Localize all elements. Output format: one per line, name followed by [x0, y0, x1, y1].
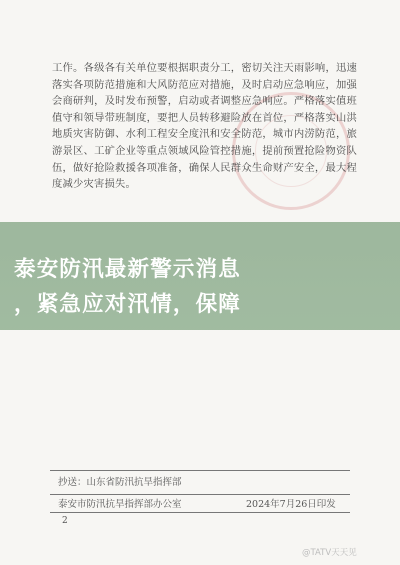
source-watermark: @TATV天天见	[302, 548, 357, 558]
page-number: 2	[62, 516, 68, 526]
headline-line-2: ，紧急应对汛情，保障	[14, 292, 242, 317]
cc-line: 抄送：山东省防汛抗旱指挥部	[58, 477, 182, 488]
document-body-text: 工作。各级各有关单位要根据职责分工，密切关注天雨影响，迅速落实各项防范措施和大风防范应对措施，及时启动应急响应，加强会商研判，及时发布预警，启动或者调整应急响应。严格落实值班值守和领导带班制度，要把人员转移避险放在首位，严格落实山洪地质灾害防御、水利工程安全度汛和安全防范，城市内涝防范，旅游景区、工矿企业等重点领域风险管控措施，提前预置抢险物资队伍，做好抢险救援各项准备，确保人民群众生命财产安全，最大程度减少灾害损失。	[52, 62, 357, 191]
issuer-name: 泰安市防汛抗旱指挥部办公室	[58, 499, 182, 510]
issue-date: 2024年7月26日印发	[246, 499, 336, 510]
footer-rule-middle	[50, 494, 350, 495]
headline-line-1: 泰安防汛最新警示消息	[14, 257, 242, 282]
headline	[14, 252, 394, 322]
footer-rule-top	[50, 470, 350, 471]
footer-rule-bottom	[50, 512, 350, 513]
